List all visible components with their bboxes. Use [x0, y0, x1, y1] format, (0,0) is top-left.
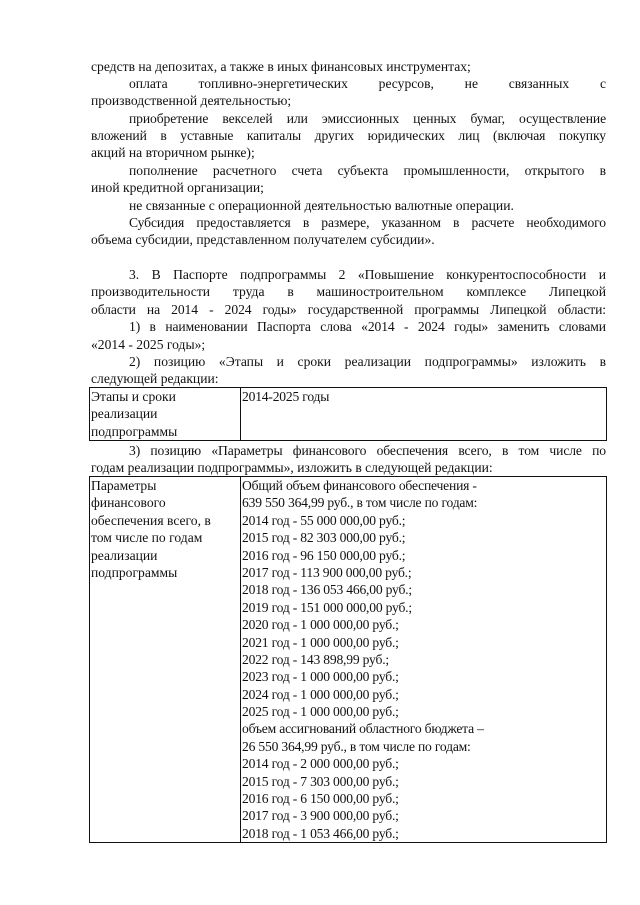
table-value-line: Общий объем финансового обеспечения -	[242, 478, 477, 493]
table-value-line: 2021 год - 1 000 000,00 руб.;	[242, 634, 399, 650]
table-label-line: подпрограммы	[91, 564, 178, 580]
table-value-line: 2019 год - 151 000 000,00 руб.;	[242, 599, 412, 615]
table-value-line: 2022 год - 143 898,99 руб.;	[242, 651, 389, 667]
table-value-line: 2025 год - 1 000 000,00 руб.;	[242, 704, 399, 720]
table-value-cell	[241, 477, 607, 843]
table-value-line: 2018 год - 136 053 466,00 руб.;	[242, 582, 412, 598]
table-label-line: финансового	[91, 495, 166, 511]
table-label-line: подпрограммы	[91, 423, 178, 439]
table-value-line: 639 550 364,99 руб., в том числе по годам:	[242, 495, 478, 511]
table-value-line: 2020 год - 1 000 000,00 руб.;	[242, 617, 399, 633]
table-label-line: том числе по годам	[91, 530, 203, 546]
table-row	[90, 388, 607, 441]
paragraph-line: не связанные с операционной деятельностью валютные операции.	[129, 198, 514, 213]
table-value-line: 2023 год - 1 000 000,00 руб.;	[242, 669, 399, 685]
table-value-line: 2024 год - 1 000 000,00 руб.;	[242, 686, 399, 702]
table-value-line: 2014-2025 годы	[242, 389, 330, 404]
paragraph-line: Субсидия предоставляется в размере, указанном в расчете необходимого	[129, 215, 606, 230]
paragraph-line: производительности труда в машиностроительном комплексе Липецкой	[91, 284, 606, 299]
paragraph-line: 3. В Паспорте подпрограммы 2 «Повышение конкурентоспособности и	[129, 267, 606, 282]
table-value-line: 2015 год - 82 303 000,00 руб.;	[242, 530, 406, 546]
table-value-line: 2016 год - 6 150 000,00 руб.;	[242, 791, 399, 807]
table-value-line: 2018 год - 1 053 466,00 руб.;	[242, 825, 399, 841]
paragraph-line: 1) в наименовании Паспорта слова «2014 - 2024 годы» заменить словами	[129, 319, 606, 334]
table-label-cell	[90, 477, 241, 843]
table-label-cell	[90, 388, 241, 441]
paragraph-line: годам реализации подпрограммы», изложить в следующей редакции:	[91, 460, 493, 475]
paragraph-line: 2) позицию «Этапы и сроки реализации подпрограммы» изложить в	[129, 354, 606, 369]
paragraph-line: оплата топливно-энергетических ресурсов, не связанных с	[129, 76, 606, 91]
paragraph-line: иной кредитной организации;	[91, 180, 264, 195]
paragraph-line: пополнение расчетного счета субъекта промышленности, открытого в	[129, 163, 606, 178]
table-row	[90, 477, 607, 843]
paragraph-line: «2014 - 2025 годы»;	[91, 337, 206, 352]
paragraph-line: следующей редакции:	[91, 371, 219, 386]
table-value-line: 2016 год - 96 150 000,00 руб.;	[242, 547, 406, 563]
paragraph-line: производственной деятельностью;	[91, 93, 292, 108]
paragraph-line: приобретение векселей или эмиссионных ценных бумаг, осуществление	[129, 111, 606, 126]
table-value-line: 26 550 364,99 руб., в том числе по годам:	[242, 738, 471, 754]
table-value-line: 2015 год - 7 303 000,00 руб.;	[242, 773, 399, 789]
paragraph-line: акций на вторичном рынке);	[91, 145, 255, 160]
financing-table	[89, 476, 607, 843]
table-label-line: Этапы и сроки	[91, 389, 176, 404]
paragraph-line: вложений в уставные капиталы других юридических лиц (включая покупку	[91, 128, 606, 143]
table-value-line: 2014 год - 55 000 000,00 руб.;	[242, 512, 406, 528]
table-value-line: объем ассигнований областного бюджета –	[242, 721, 484, 737]
stages-table	[89, 387, 607, 441]
table-label-line: Параметры	[91, 478, 157, 493]
table-label-line: обеспечения всего, в	[91, 512, 211, 528]
table-label-line: реализации	[91, 547, 158, 563]
paragraph-line: 3) позицию «Параметры финансового обеспечения всего, в том числе по	[129, 443, 606, 458]
paragraph-line: средств на депозитах, а также в иных финансовых инструментах;	[91, 59, 471, 74]
paragraph-line: объема субсидии, представленном получателем субсидии».	[91, 232, 435, 247]
table-value-line: 2014 год - 2 000 000,00 руб.;	[242, 756, 399, 772]
table-value-line: 2017 год - 113 900 000,00 руб.;	[242, 564, 412, 580]
paragraph-line: области на 2014 - 2024 годы» государственной программы Липецкой области:	[91, 302, 606, 317]
table-value-cell	[241, 388, 607, 441]
table-value-line: 2017 год - 3 900 000,00 руб.;	[242, 808, 399, 824]
table-label-line: реализации	[91, 406, 158, 422]
